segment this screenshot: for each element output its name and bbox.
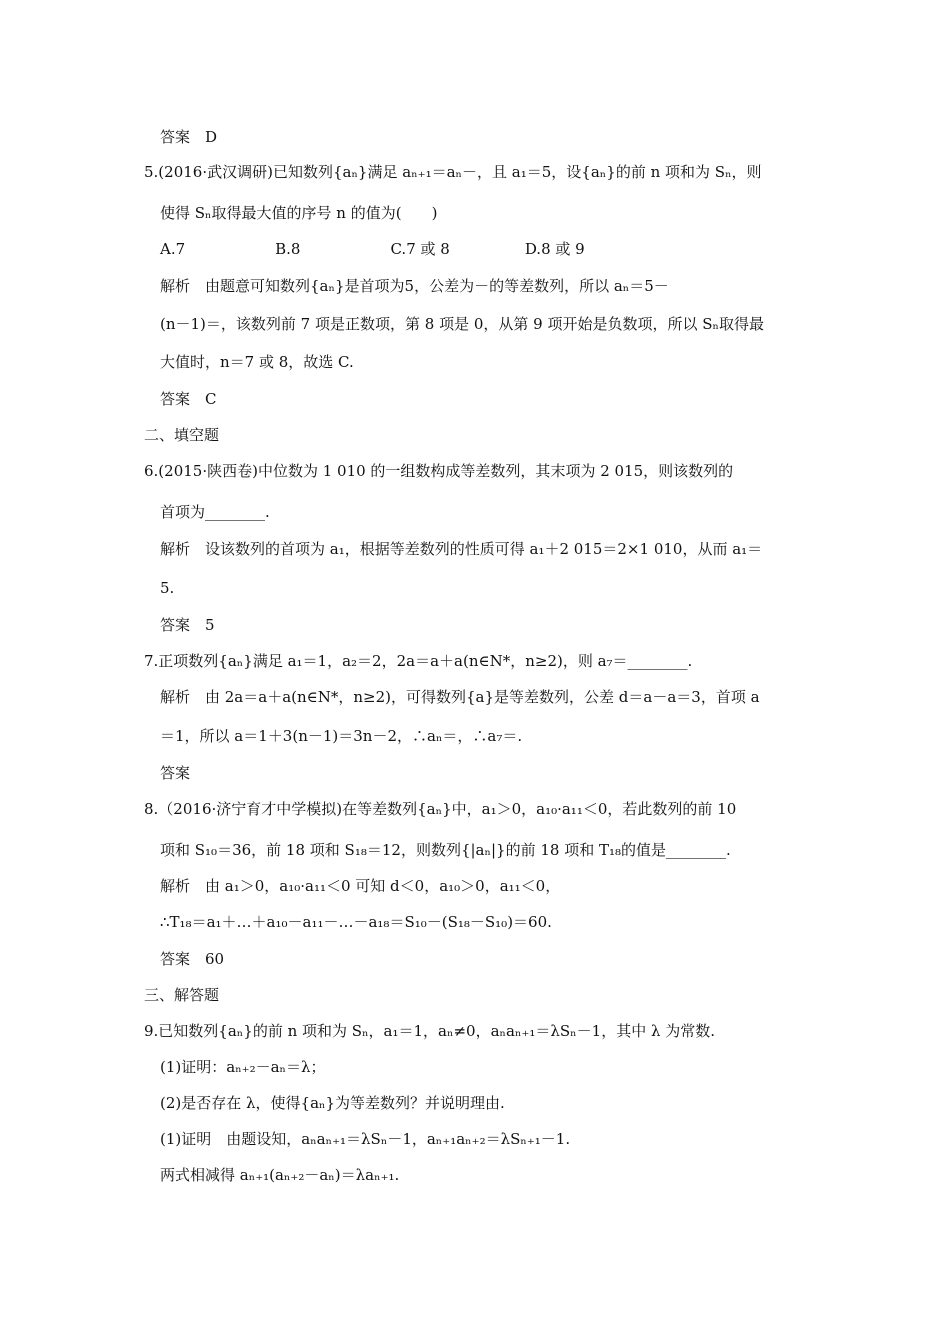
answer-line-8: 答案 60 bbox=[160, 950, 225, 968]
question-9: 9.已知数列{aₙ}的前 n 项和为 Sₙ，a₁＝1，aₙ≠0，aₙaₙ₊₁＝λSₙ－1，其中 λ 为常数. bbox=[144, 1022, 716, 1040]
question-5: 5.(2016·武汉调研)已知数列{aₙ}满足 aₙ₊₁＝aₙ－，且 a₁＝5，设{aₙ}的前 n 项和为 Sₙ，则 bbox=[144, 163, 762, 181]
question-6: 6.(2015·陕西卷)中位数为 1 010 的一组数构成等差数列，其末项为 2 015，则该数列的 bbox=[144, 462, 734, 480]
solution-5-line-2: (n－1)＝，该数列前 7 项是正数项，第 8 项是 0，从第 9 项开始是负数项，所以 Sₙ取得最 bbox=[160, 315, 764, 333]
question-9-part-2: (2)是否存在 λ，使得{aₙ}为等差数列？并说明理由. bbox=[160, 1094, 505, 1112]
solution-8-line-1: 解析 由 a₁＞0，a₁₀·a₁₁＜0 可知 d＜0，a₁₀＞0，a₁₁＜0， bbox=[160, 877, 561, 895]
answer-line-6: 答案 5 bbox=[160, 616, 215, 634]
solution-7-line-2: ＝1，所以 a＝1＋3(n－1)＝3n－2，∴aₙ＝，∴a₇＝. bbox=[160, 727, 523, 745]
question-9-part-1: (1)证明：aₙ₊₂－aₙ＝λ； bbox=[160, 1058, 326, 1076]
question-8-cont: 项和 S₁₀＝36，前 18 项和 S₁₈＝12，则数列{|aₙ|}的前 18 项和 T₁₈的值是________. bbox=[160, 841, 731, 859]
solution-6-line-1: 解析 设该数列的首项为 a₁，根据等差数列的性质可得 a₁＋2 015＝2×1 010，从而 a₁＝ bbox=[160, 540, 763, 558]
question-8: 8.（2016·济宁育才中学模拟)在等差数列{aₙ}中，a₁＞0，a₁₀·a₁₁＜0，若此数列的前 10 bbox=[144, 800, 737, 818]
section-heading-solve: 三、解答题 bbox=[144, 986, 220, 1004]
question-5-options: A.7 B.8 C.7 或 8 D.8 或 9 bbox=[160, 240, 585, 258]
question-5-cont: 使得 Sₙ取得最大值的序号 n 的值为( ) bbox=[160, 204, 438, 222]
question-6-cont: 首项为________. bbox=[160, 503, 270, 521]
question-7: 7.正项数列{aₙ}满足 a₁＝1，a₂＝2，2a＝a＋a(n∈N*，n≥2)，则 a₇＝________. bbox=[144, 652, 693, 670]
answer-line-5: 答案 C bbox=[160, 390, 217, 408]
solution-5-line-3: 大值时，n＝7 或 8，故选 C. bbox=[160, 353, 354, 371]
proof-9-line-1: (1)证明 由题设知，aₙaₙ₊₁＝λSₙ－1，aₙ₊₁aₙ₊₂＝λSₙ₊₁－1. bbox=[160, 1130, 571, 1148]
proof-9-line-2: 两式相减得 aₙ₊₁(aₙ₊₂－aₙ)＝λaₙ₊₁. bbox=[160, 1166, 400, 1184]
solution-8-line-2: ∴T₁₈＝a₁＋…＋a₁₀－a₁₁－…－a₁₈＝S₁₀－(S₁₈－S₁₀)＝60. bbox=[160, 913, 552, 931]
solution-7-line-1: 解析 由 2a＝a＋a(n∈N*，n≥2)，可得数列{a}是等差数列，公差 d＝a－a＝3，首项 a bbox=[160, 688, 760, 706]
answer-line-4: 答案 D bbox=[160, 128, 218, 146]
solution-5-line-1: 解析 由题意可知数列{aₙ}是首项为5，公差为－的等差数列，所以 aₙ＝5－ bbox=[160, 277, 669, 295]
section-heading-fill: 二、填空题 bbox=[144, 426, 220, 444]
answer-line-7: 答案 bbox=[160, 764, 191, 782]
solution-6-line-2: 5. bbox=[160, 579, 175, 597]
